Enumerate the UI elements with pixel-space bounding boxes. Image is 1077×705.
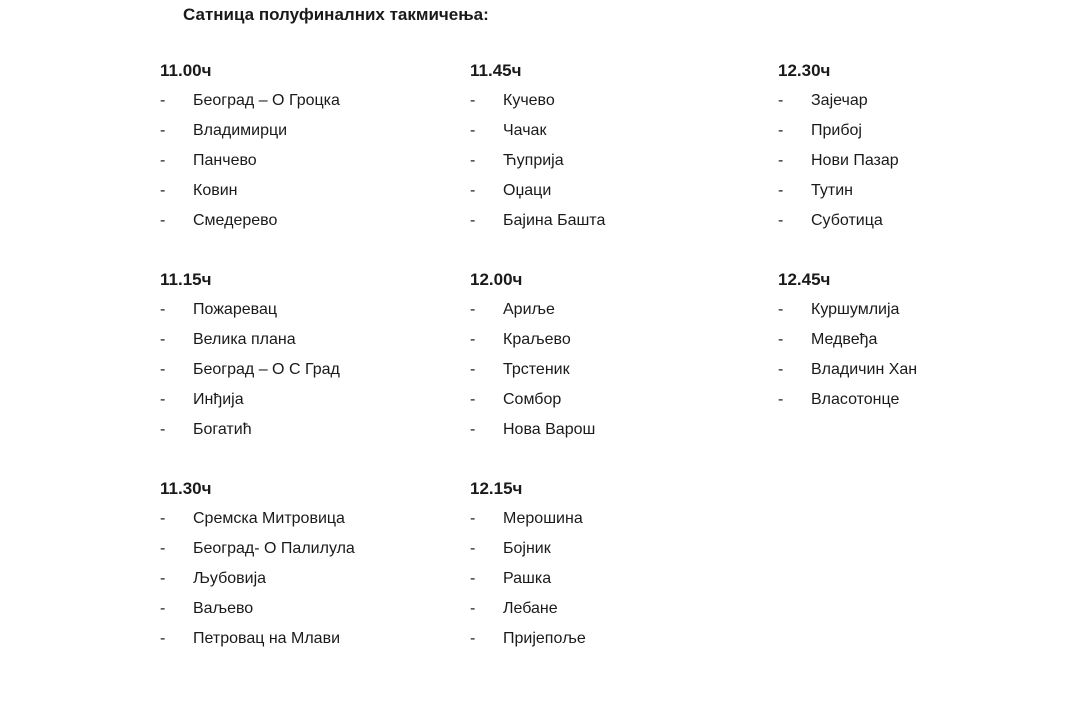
bullet-dash: - — [778, 92, 784, 109]
team-name: Трстеник — [503, 361, 570, 378]
team-list-item — [778, 146, 1077, 176]
team-list-item — [160, 295, 470, 325]
team-name: Инђија — [193, 391, 244, 408]
team-list-item — [160, 355, 470, 385]
team-name: Прибој — [811, 122, 862, 139]
team-name: Зајечар — [811, 92, 868, 109]
team-list-item — [470, 116, 778, 146]
bullet-dash: - — [160, 301, 166, 318]
team-name: Сремска Митровица — [193, 510, 345, 527]
team-list-item — [160, 504, 470, 534]
bullet-dash: - — [160, 600, 166, 617]
team-list-item — [470, 624, 778, 654]
team-list-item — [470, 385, 778, 415]
team-name: Ариље — [503, 301, 555, 318]
team-list-item — [778, 86, 1077, 116]
team-name: Мерошина — [503, 510, 583, 527]
team-name: Медвеђа — [811, 331, 878, 348]
bullet-dash: - — [470, 152, 476, 169]
bullet-dash: - — [160, 152, 166, 169]
team-name: Пожаревац — [193, 301, 277, 318]
team-list-item — [470, 176, 778, 206]
team-list-item — [470, 325, 778, 355]
team-list-item — [160, 594, 470, 624]
time-header: 12.15ч — [470, 479, 523, 498]
time-slot-group-1245 — [778, 265, 1077, 415]
team-list-item — [778, 206, 1077, 236]
team-name: Оџаци — [503, 182, 552, 199]
team-name: Владимирци — [193, 122, 288, 139]
bullet-dash: - — [470, 301, 476, 318]
team-list-item — [160, 534, 470, 564]
team-list-item — [160, 415, 470, 445]
team-name: Панчево — [193, 152, 257, 169]
team-list-item — [160, 325, 470, 355]
time-header: 12.00ч — [470, 270, 523, 289]
team-list-item — [470, 355, 778, 385]
team-name: Пријепоље — [503, 630, 586, 647]
team-name: Бојник — [503, 540, 551, 557]
team-name: Београд – О С Град — [193, 361, 340, 378]
team-name: Кучево — [503, 92, 555, 109]
team-list-item — [470, 86, 778, 116]
team-name: Тутин — [811, 182, 853, 199]
team-list-item — [160, 86, 470, 116]
team-list-item — [470, 504, 778, 534]
team-name: Петровац на Млави — [193, 630, 340, 647]
bullet-dash: - — [470, 540, 476, 557]
team-name: Лебане — [503, 600, 558, 617]
team-list-item — [160, 624, 470, 654]
page-title: Сатница полуфиналних такмичења: — [183, 5, 489, 24]
bullet-dash: - — [470, 212, 476, 229]
team-name: Београд- О Палилула — [193, 540, 355, 557]
time-slot-group-1130 — [160, 474, 470, 654]
bullet-dash: - — [160, 540, 166, 557]
time-slot-group-1200 — [470, 265, 778, 445]
bullet-dash: - — [778, 391, 784, 408]
bullet-dash: - — [160, 421, 166, 438]
bullet-dash: - — [160, 331, 166, 348]
team-list-item — [160, 176, 470, 206]
team-name: Куршумлија — [811, 301, 900, 318]
bullet-dash: - — [470, 630, 476, 647]
bullet-dash: - — [778, 182, 784, 199]
team-name: Ћуприја — [503, 152, 564, 169]
team-name: Краљево — [503, 331, 571, 348]
team-list-item — [778, 295, 1077, 325]
team-list-item — [470, 564, 778, 594]
time-slot-group-1100 — [160, 56, 470, 236]
bullet-dash: - — [778, 361, 784, 378]
bullet-dash: - — [778, 212, 784, 229]
team-list-item — [470, 146, 778, 176]
team-name: Нова Варош — [503, 421, 596, 438]
team-list-item — [778, 176, 1077, 206]
team-name: Смедерево — [193, 212, 278, 229]
bullet-dash: - — [470, 92, 476, 109]
bullet-dash: - — [470, 391, 476, 408]
bullet-dash: - — [160, 212, 166, 229]
time-header: 11.15ч — [160, 270, 212, 289]
team-name: Богатић — [193, 421, 252, 438]
bullet-dash: - — [470, 421, 476, 438]
bullet-dash: - — [470, 570, 476, 587]
team-name: Нови Пазар — [811, 152, 899, 169]
bullet-dash: - — [470, 600, 476, 617]
team-list-item — [778, 355, 1077, 385]
team-name: Владичин Хан — [811, 361, 918, 378]
team-list-item — [778, 325, 1077, 355]
team-list-item — [778, 116, 1077, 146]
team-list-item — [470, 415, 778, 445]
bullet-dash: - — [778, 301, 784, 318]
time-header: 12.30ч — [778, 61, 831, 80]
bullet-dash: - — [470, 510, 476, 527]
schedule-grid — [160, 56, 1077, 654]
team-list-item — [470, 295, 778, 325]
bullet-dash: - — [160, 630, 166, 647]
bullet-dash: - — [160, 361, 166, 378]
team-name: Рашка — [503, 570, 552, 587]
bullet-dash: - — [470, 122, 476, 139]
bullet-dash: - — [778, 122, 784, 139]
time-slot-group-1145 — [470, 56, 778, 236]
team-name: Ваљево — [193, 600, 254, 617]
bullet-dash: - — [470, 331, 476, 348]
time-header: 11.00ч — [160, 61, 212, 80]
team-list-item — [160, 206, 470, 236]
bullet-dash: - — [160, 122, 166, 139]
bullet-dash: - — [160, 92, 166, 109]
team-name: Власотонце — [811, 391, 900, 408]
team-list-item — [470, 594, 778, 624]
bullet-dash: - — [778, 331, 784, 348]
team-name: Чачак — [503, 122, 547, 139]
bullet-dash: - — [160, 570, 166, 587]
team-name: Бајина Башта — [503, 212, 606, 229]
team-name: Суботица — [811, 212, 883, 229]
bullet-dash: - — [470, 182, 476, 199]
team-name: Ковин — [193, 182, 238, 199]
bullet-dash: - — [778, 152, 784, 169]
team-list-item — [160, 564, 470, 594]
team-list-item — [778, 385, 1077, 415]
time-header: 12.45ч — [778, 270, 831, 289]
team-list-item — [160, 385, 470, 415]
bullet-dash: - — [470, 361, 476, 378]
bullet-dash: - — [160, 391, 166, 408]
time-slot-group-1230 — [778, 56, 1077, 236]
team-name: Велика плана — [193, 331, 296, 348]
team-name: Љубовија — [193, 570, 267, 587]
team-list-item — [470, 206, 778, 236]
team-name: Београд – О Гроцка — [193, 92, 340, 109]
time-slot-group-1115 — [160, 265, 470, 445]
time-header: 11.30ч — [160, 479, 212, 498]
team-list-item — [160, 116, 470, 146]
bullet-dash: - — [160, 510, 166, 527]
time-slot-group-1215 — [470, 474, 778, 654]
time-header: 11.45ч — [470, 61, 522, 80]
team-name: Сомбор — [503, 391, 562, 408]
team-list-item — [470, 534, 778, 564]
team-list-item — [160, 146, 470, 176]
bullet-dash: - — [160, 182, 166, 199]
